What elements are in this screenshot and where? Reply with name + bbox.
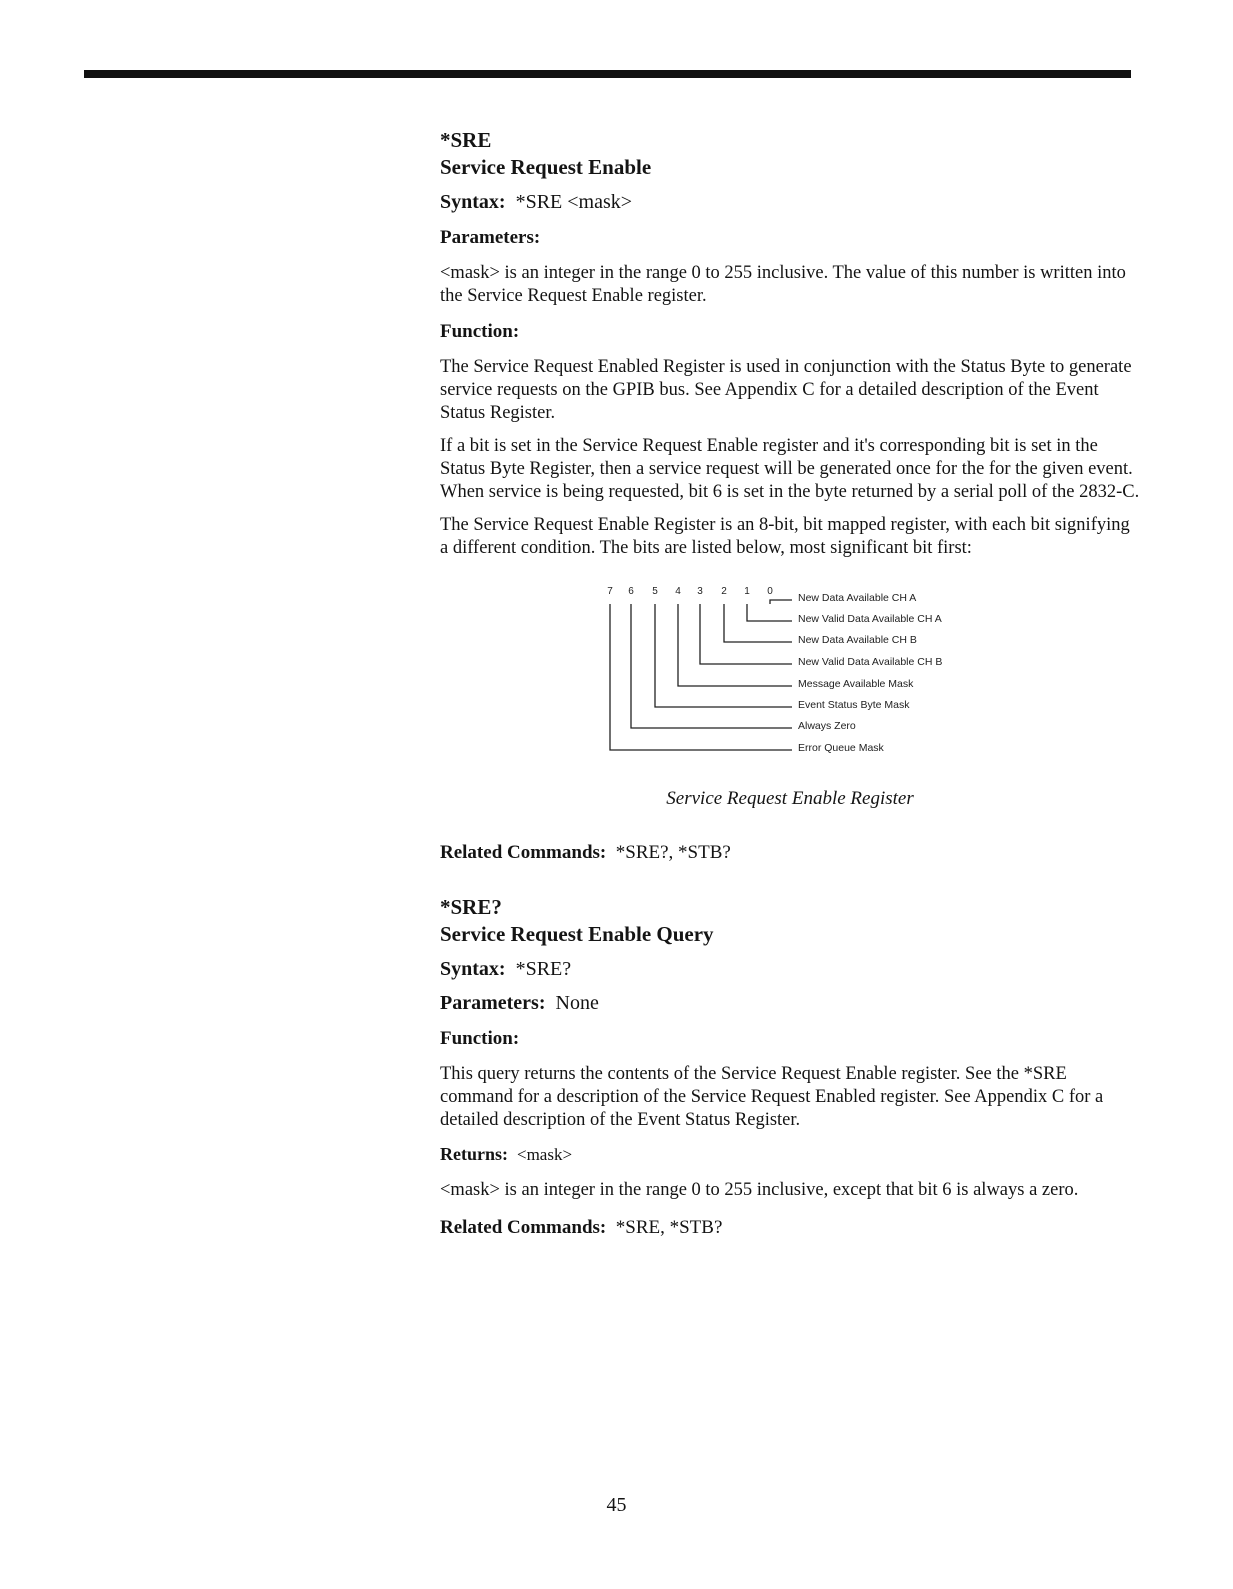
bit-line-1 [747, 604, 792, 621]
function-paragraph-1: The Service Request Enabled Register is used in conjunction with the Status Byte to generate service requests on the GPIB bus. See Appendix C for a detailed description of the Event Status Register. [440, 357, 1132, 423]
parameters-line [440, 991, 1140, 1015]
syntax-label: Syntax: [440, 958, 506, 980]
register-diagram-svg [600, 580, 980, 780]
syntax-line [440, 190, 1140, 214]
returns-line [440, 1142, 1140, 1167]
parameters-heading: Parameters: [440, 227, 541, 248]
command-title: Service Request Enable Query [440, 922, 714, 946]
function-heading: Function: [440, 321, 520, 342]
related-value: *SRE, *STB? [615, 1217, 723, 1238]
related-label: Related Commands: [440, 1217, 607, 1238]
parameters-value: None [555, 992, 599, 1014]
bit-line-0 [770, 600, 792, 604]
bit-line-4 [678, 604, 792, 686]
section-sre [440, 128, 1140, 865]
top-rule [84, 70, 1131, 78]
bit-number-6: 6 [628, 586, 634, 597]
bit-label-7: Error Queue Mask [798, 742, 884, 754]
function-paragraph-1: This query returns the contents of the Service Request Enable register. See the *SRE command for a description of the Service Request Enabled register. See Appendix C for a detailed description of the Event Status Register. [440, 1064, 1104, 1130]
command-title: Service Request Enable [440, 155, 652, 179]
bit-number-7: 7 [607, 586, 613, 597]
command-name: *SRE? [440, 895, 502, 919]
bit-label-4: Message Available Mask [798, 678, 914, 690]
section-sre-query [440, 895, 1140, 1240]
diagram-caption: Service Request Enable Register [666, 788, 914, 809]
bit-label-1: New Valid Data Available CH A [798, 613, 942, 625]
function-paragraph-2: If a bit is set in the Service Request Enable register and it's corresponding bit is set in the Status Byte Register, then a service request will be generated once for the for the given event. When service is being requested, bit 6 is set in the byte returned by a serial poll of the 2832-C. [440, 436, 1140, 502]
syntax-value: *SRE? [515, 958, 572, 980]
register-diagram [440, 580, 1140, 785]
parameters-text: <mask> is an integer in the range 0 to 255 inclusive. The value of this number is written into the Service Request Enable register. [440, 263, 1126, 306]
bit-label-2: New Data Available CH B [798, 634, 917, 646]
page-content [440, 128, 1140, 1240]
bit-number-2: 2 [721, 586, 727, 597]
returns-value: <mask> [517, 1145, 573, 1164]
syntax-line [440, 957, 1140, 981]
bit-line-3 [700, 604, 792, 664]
related-value: *SRE?, *STB? [615, 842, 731, 863]
page-number: 45 [606, 1494, 627, 1516]
command-name: *SRE [440, 128, 492, 152]
related-commands [440, 841, 1140, 865]
related-label: Related Commands: [440, 842, 607, 863]
bit-label-6: Always Zero [798, 720, 856, 732]
bit-label-0: New Data Available CH A [798, 592, 917, 604]
bit-number-1: 1 [744, 586, 750, 597]
bit-number-0: 0 [767, 586, 773, 597]
function-heading: Function: [440, 1028, 520, 1049]
bit-label-3: New Valid Data Available CH B [798, 656, 943, 668]
bit-label-5: Event Status Byte Mask [798, 699, 910, 711]
bit-line-2 [724, 604, 792, 642]
syntax-value: *SRE <mask> [515, 191, 633, 213]
returns-label: Returns: [440, 1144, 508, 1164]
bit-number-4: 4 [675, 586, 681, 597]
syntax-label: Syntax: [440, 191, 506, 213]
function-paragraph-3: The Service Request Enable Register is an 8-bit, bit mapped register, with each bit signifying a different condition. The bits are listed below, most significant bit first: [440, 515, 1130, 558]
parameters-label: Parameters: [440, 992, 546, 1014]
bit-number-3: 3 [697, 586, 703, 597]
bit-number-5: 5 [652, 586, 658, 597]
returns-text: <mask> is an integer in the range 0 to 255 inclusive, except that bit 6 is always a zero. [440, 1180, 1079, 1200]
related-commands [440, 1216, 1140, 1240]
